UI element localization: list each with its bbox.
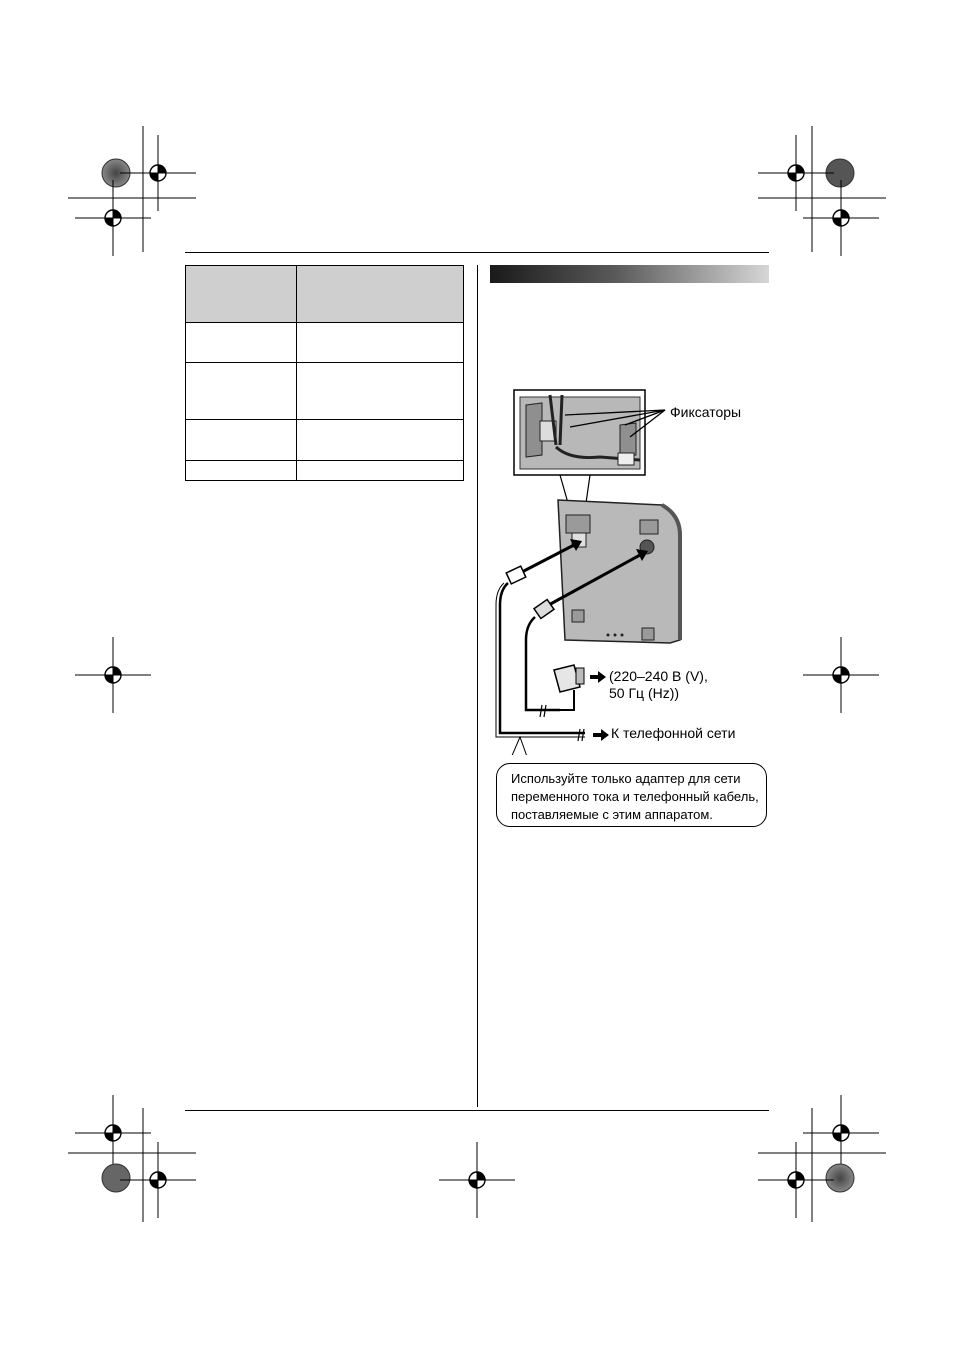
footer-rule	[185, 1110, 769, 1111]
header-rule	[185, 252, 769, 253]
frequency-label: 50 Гц (Hz))	[609, 685, 680, 701]
arrow-power	[590, 671, 606, 683]
section-header-bar	[490, 265, 769, 283]
table-row	[186, 323, 464, 363]
table-header-cell	[297, 266, 464, 323]
note-line: переменного тока и телефонный кабель,	[511, 789, 759, 804]
note-callout	[496, 763, 767, 827]
voltage-label: (220–240 В (V),	[609, 668, 708, 684]
note-line: Используйте только адаптер для сети	[511, 771, 741, 786]
table-header-cell	[186, 266, 297, 323]
note-line: поставляемые с этим аппаратом.	[511, 807, 713, 822]
column-divider	[477, 265, 478, 1107]
table-row	[186, 461, 464, 481]
color-wheel-mark	[102, 1164, 130, 1192]
table-row	[186, 363, 464, 420]
table-header-row	[186, 266, 464, 323]
latches-label: Фиксаторы	[670, 404, 742, 420]
color-wheel-mark	[826, 1164, 854, 1192]
phone-line-label: К телефонной сети	[611, 725, 736, 741]
arrow-phone	[593, 729, 609, 741]
spec-table	[185, 265, 464, 481]
table-row	[186, 420, 464, 461]
